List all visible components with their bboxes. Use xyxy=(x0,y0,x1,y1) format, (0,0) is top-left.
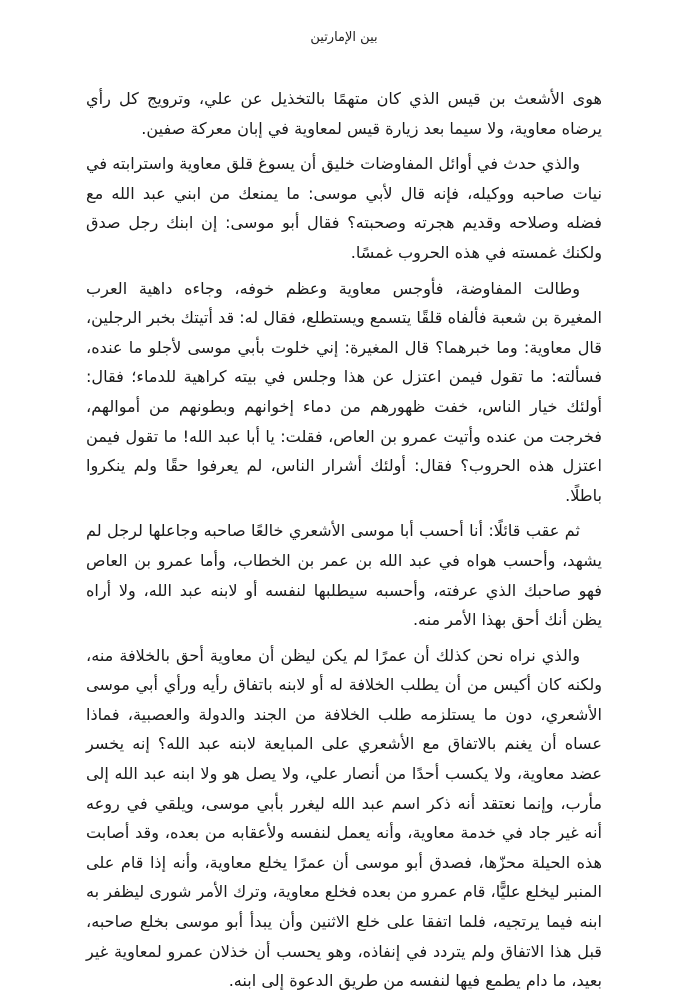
body-text xyxy=(86,84,602,996)
running-header: بين الإمارتين xyxy=(310,30,378,45)
paragraph-4: ثم عقب قائلًا: أنا أحسب أبا موسى الأشعري خالعًا صاحبه وجاعلها لرجل لم يشهد، وأحسب هواه في عبد الله بن عمر بن الخطاب، وأما عمرو بن العاص فهو صاحبك الذي عرفته، وأحسبه سيطلبها لنفسه أو لابنه عبد الله، ولا أراه يظن أنك أحق بهذا الأمر منه. xyxy=(86,521,602,630)
paragraph-1: هوى الأشعث بن قيس الذي كان متهمًا بالتخذيل عن علي، وترويج كل رأي يرضاه معاوية، ولا سيما بعد زيارة قيس لمعاوية في إبان معركة صفين. xyxy=(86,89,602,138)
paragraph-3: وطالت المفاوضة، فأوجس معاوية وعظم خوفه، وجاءه داهية العرب المغيرة بن شعبة فألفاه قلقًا يتسمع ويستطلع، فقال له: قد أتيتك بخبر الرجلين، قال معاوية: وما خبرهما؟ قال المغيرة: إني خلوت بأبي موسى لأجلو ما عنده، فسألته: ما تقول فيمن اعتزل عن هذا وجلس في بيته كراهية للدماء؛ فقال: أولئك خيار الناس، خفت ظهورهم من دماء إخوانهم وبطونهم من أموالهم، فخرجت من عنده وأتيت عمرو بن العاص، فقلت: يا أبا عبد الله! ما تقول فيمن اعتزل هذه الحروب؟ فقال: أولئك أشرار الناس، لم يعرفوا حقًا ولم ينكروا باطلًا. xyxy=(85,278,602,505)
paragraph-2: والذي حدث في أوائل المفاوضات خليق أن يسوغ قلق معاوية واسترابته في نيات صاحبه ووكيله، فإنه قال لأبي موسى: ما يمنعك من ابني عبد الله مع فضله وصلاحه وقديم هجرته وصحبته؟ فقال أبو موسى: إن ابنك رجل صدق ولكنك غمسته في هذه الحروب غمسًا. xyxy=(86,154,602,262)
paragraph-5: والذي نراه نحن كذلك أن عمرًا لم يكن ليظن أن معاوية أحق بالخلافة منه، ولكنه كان أكيس من أن يطلب الخلافة له أو لابنه باتفاق رأيه ورأي أبي موسى الأشعري، دون ما يستلزمه طلب الخلافة من الجند والدولة والعصبية، فماذا عساه أن يغنم بالاتفاق مع الأشعري على المبايعة لابنه عبد الله؟ إنه يخسر عضد معاوية، ولا يكسب أحدًا من أنصار علي، ولا يصل هو ولا ابنه عبد الله إلى مأرب، وإنما نعتقد أنه ذكر اسم عبد الله ليغرر بأبي موسى، ويلقي في روعه أنه غير جاد في خدمة معاوية، وأنه يعمل لنفسه ولأعقابه من بعده، وقد أصابت هذه الحيلة محزّها، فصدق أبو موسى أن عمرًا يخلع معاوية، وأنه إذا قام على المنبر ليخلع عليًّا، قام عمرو من بعده فخلع معاوية، وترك الأمر شورى ليظفر به ابنه فيما يرتجيه، فلما اتفقا على خلع الاثنين وأن يبدأ أبو موسى بخلع صاحبه، قبل هذا الاتفاق ولم يتردد في إنفاذه، وهو يحسب أن خذلان عمرو لمعاوية غير بعيد، ما دام يطمع فيها لنفسه من طريق الدعوة إلى ابنه. xyxy=(86,645,602,991)
